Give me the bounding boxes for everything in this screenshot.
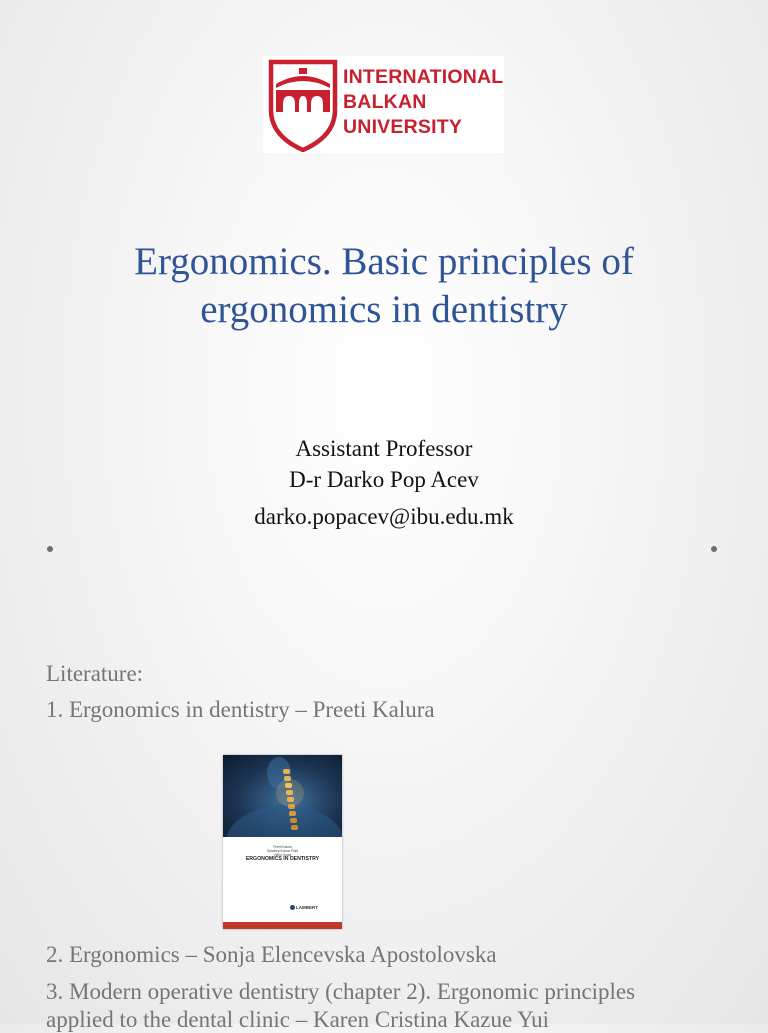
book-title: ERGONOMICS IN DENTISTRY	[245, 856, 320, 862]
literature-item-2: 2. Ergonomics – Sonja Elencevska Apostolovska	[46, 942, 497, 967]
title-line-1: Ergonomics. Basic principles of	[134, 240, 634, 283]
spine-illustration	[223, 755, 342, 837]
author-role: Assistant Professor	[295, 436, 473, 461]
literature-item-1: 1. Ergonomics in dentistry – Preeti Kalura	[46, 697, 435, 722]
title-line-2: ergonomics in dentistry	[200, 288, 568, 331]
book-publisher: LAMBERT	[296, 905, 318, 910]
bullet-dot-right	[711, 546, 717, 552]
author-name: D-r Darko Pop Acev	[289, 467, 479, 492]
slide-title	[60, 238, 708, 334]
university-logo	[263, 56, 504, 153]
logo-line-1: INTERNATIONAL	[343, 66, 504, 88]
literature-item-3-line-1: 3. Modern operative dentistry (chapter 2). Ergonomic principles	[46, 979, 636, 1004]
bullet-dot-left	[47, 546, 53, 552]
book-authors: Preeti Kalura Sandeep Kumar Puthi Vidhu Gupta	[266, 845, 299, 857]
logo-line-3: UNIVERSITY	[343, 116, 463, 138]
book-cover-stripe	[223, 922, 342, 929]
logo-line-2: BALKAN	[343, 91, 427, 113]
literature-heading: Literature:	[46, 661, 144, 686]
publisher-logo-icon	[290, 905, 295, 910]
book-cover-image	[223, 755, 342, 929]
author-email: darko.popacev@ibu.edu.mk	[254, 504, 514, 529]
crest-icon	[267, 58, 339, 152]
literature-item-3-line-2: applied to the dental clinic – Karen Cristina Kazue Yui	[46, 1007, 550, 1032]
